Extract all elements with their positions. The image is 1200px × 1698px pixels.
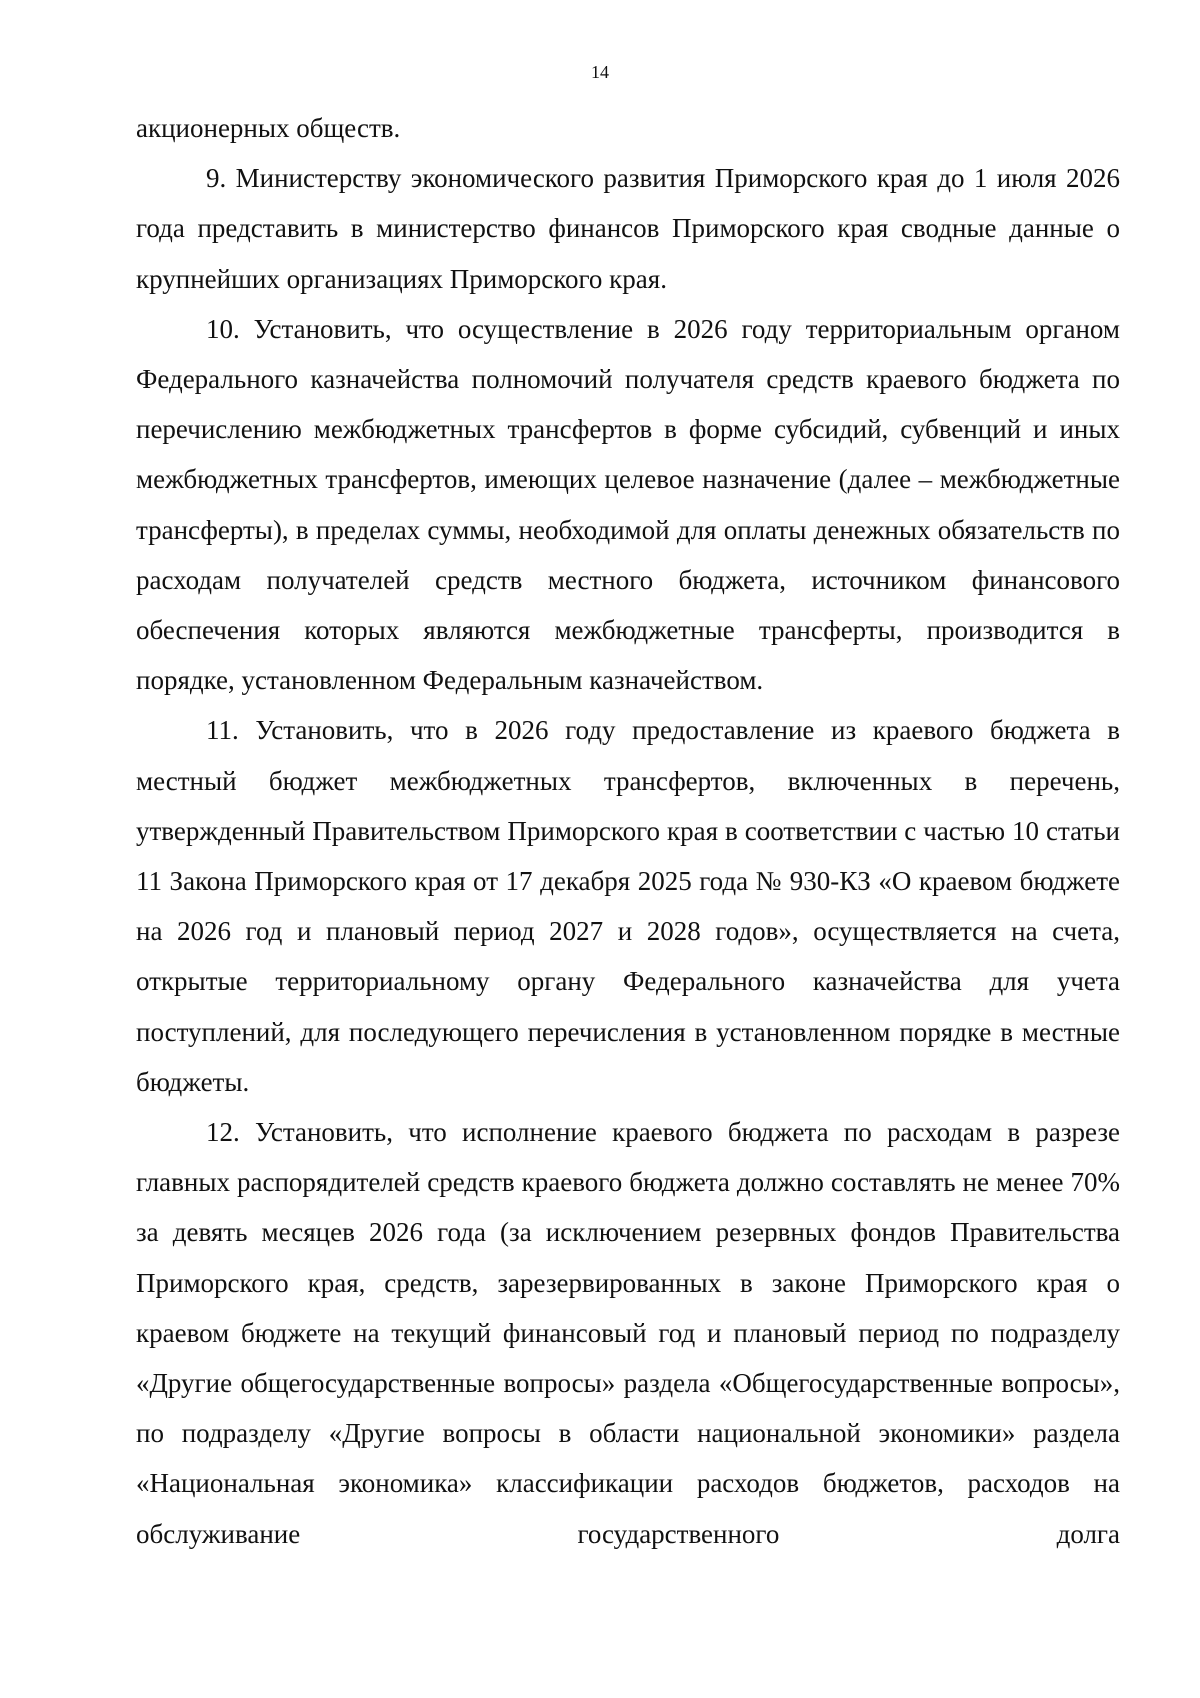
paragraph-item-10: 10. Установить, что осуществление в 2026 году территориальным органом Федерального казначейства полномочий получателя средств краевого бюджета по перечислению межбюджетных трансфертов в форме субсидий, субвенций и иных межбюджетных трансфертов, имеющих целевое назначение (далее – межбюджетные трансферты), в пределах суммы, необходимой для оплаты денежных обязательств по расходам получателей средств местного бюджета, источником финансового обеспечения которых являются межбюджетные трансферты, производится в порядке, установленном Федеральным казначейством. (136, 313, 1120, 696)
page-number: 14 (591, 62, 609, 82)
paragraph-item-9: 9. Министерству экономического развития Приморского края до 1 июля 2026 года представить в министерство финансов Приморского края сводные данные о крупнейших организациях Приморского края. (136, 163, 1120, 294)
paragraph-continuation: акционерных обществ. (136, 113, 401, 143)
document-body (136, 103, 1120, 1559)
paragraph-item-12: 12. Установить, что исполнение краевого бюджета по расходам в разрезе главных распорядителей средств краевого бюджета должно составлять не менее 70% за девять месяцев 2026 года (за исключением резервных фондов Правительства Приморского края, средств, зарезервированных в законе Приморского края о краевом бюджете на текущий финансовый год и плановый период по подразделу «Другие общегосударственные вопросы» раздела «Общегосударственные вопросы», по подразделу «Другие вопросы в области национальной экономики» раздела «Национальная экономика» классификации расходов бюджетов, расходов на обслуживание государственного долга (136, 1117, 1120, 1549)
paragraph-item-11: 11. Установить, что в 2026 году предоставление из краевого бюджета в местный бюджет межбюджетных трансфертов, включенных в перечень, утвержденный Правительством Приморского края в соответствии с частью 10 статьи 11 Закона Приморского края от 17 декабря 2025 года № 930-КЗ «О краевом бюджете на 2026 год и плановый период 2027 и 2028 годов», осуществляется на счета, открытые территориальному органу Федерального казначейства для учета поступлений, для последующего перечисления в установленном порядке в местные бюджеты. (136, 715, 1120, 1097)
